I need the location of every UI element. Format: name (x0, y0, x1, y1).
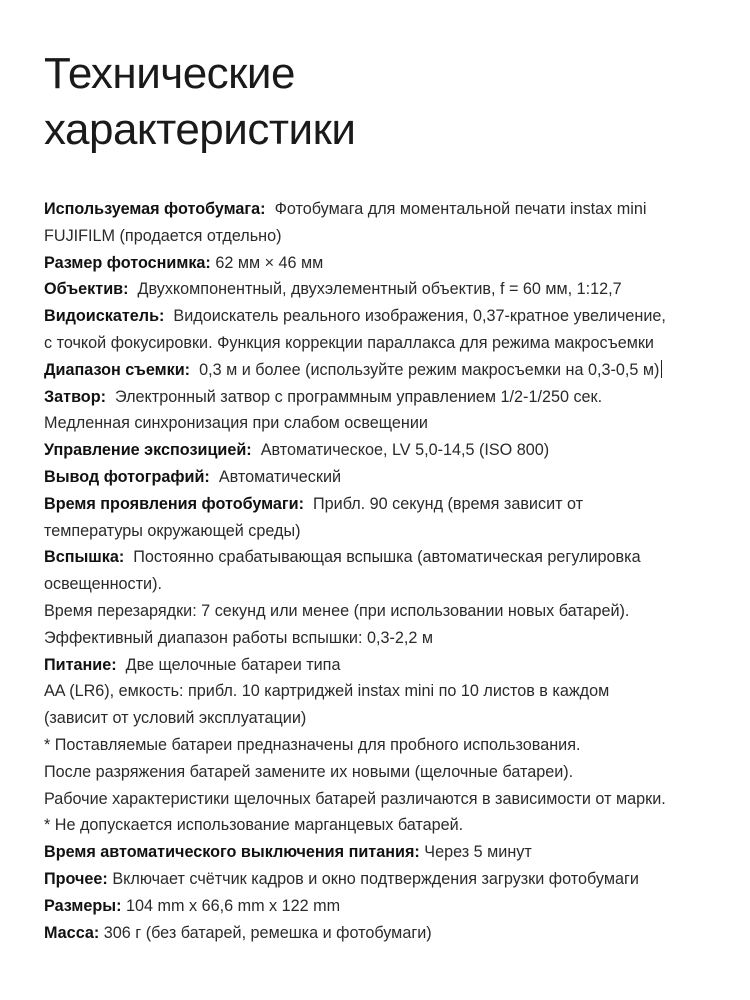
spec-value: Две щелочные батареи типа (125, 655, 341, 674)
spec-line (44, 544, 714, 571)
spec-value: AA (LR6), емкость: прибл. 10 картриджей instax mini по 10 листов в каждом (44, 682, 610, 701)
spec-value: * Поставляемые батареи предназначены для пробного использования. (44, 735, 581, 754)
spec-label: Используемая фотобумага: (44, 200, 266, 218)
spec-value: FUJIFILM (продается отдельно) (44, 226, 282, 245)
page-title (44, 46, 714, 158)
spec-value: Электронный затвор с программным управлением 1/2-1/250 сек. (114, 387, 603, 406)
spec-line (44, 839, 714, 866)
spec-value: освещенности). (44, 575, 162, 594)
spec-value: Фотобумага для моментальной печати instax mini (274, 200, 647, 218)
spec-value: Прибл. 90 секунд (время зависит от (313, 494, 584, 513)
spec-label: Вывод фотографий: (44, 467, 210, 486)
spec-line (44, 464, 714, 491)
spec-line (44, 384, 714, 411)
spec-line (44, 330, 714, 357)
spec-line (44, 732, 714, 759)
spec-label: Масса: (44, 923, 100, 942)
spec-line (44, 759, 714, 786)
spec-label: Время автоматического выключения питания: (44, 843, 420, 862)
spec-line (44, 223, 714, 250)
spec-value: Включает счётчик кадров и окно подтверждения загрузки фотобумаги (112, 869, 639, 888)
spec-line (44, 893, 714, 920)
spec-line (44, 357, 714, 384)
spec-line (44, 866, 714, 893)
spec-value: с точкой фокусировки. Функция коррекции параллакса для режима макросъемки (44, 333, 654, 352)
spec-value: Постоянно срабатывающая вспышка (автоматическая регулировка (133, 548, 641, 567)
spec-label: Прочее: (44, 869, 108, 888)
spec-line (44, 571, 714, 598)
spec-label: Затвор: (44, 387, 106, 406)
spec-value: После разряжения батарей замените их новыми (щелочные батареи). (44, 762, 574, 781)
spec-value: (зависит от условий эксплуатации) (44, 709, 307, 728)
spec-line (44, 276, 714, 303)
spec-line (44, 652, 714, 679)
page-title-line-1: Технические (44, 49, 295, 98)
spec-line (44, 491, 714, 518)
spec-label: Видоискатель: (44, 307, 165, 326)
spec-value: Видоискатель реального изображения, 0,37-кратное увеличение, (173, 307, 666, 326)
spec-line (44, 625, 714, 652)
spec-value: Время перезарядки: 7 секунд или менее (при использовании новых батарей). (44, 601, 630, 620)
spec-line (44, 705, 714, 732)
spec-label: Размеры: (44, 896, 122, 915)
spec-value: Медленная синхронизация при слабом освещении (44, 414, 428, 433)
page-title-line-2: характеристики (44, 105, 356, 154)
spec-label: Время проявления фотобумаги: (44, 494, 305, 513)
spec-label: Управление экспозицией: (44, 441, 252, 460)
spec-line (44, 678, 714, 705)
spec-line (44, 196, 714, 223)
spec-value: 0,3 м и более (используйте режим макросъемки на 0,3-0,5 м) (199, 360, 660, 379)
spec-label: Диапазон съемки: (44, 360, 191, 379)
text-cursor (661, 360, 662, 378)
spec-line (44, 598, 714, 625)
spec-list (44, 196, 714, 946)
spec-value: 104 mm x 66,6 mm x 122 mm (126, 896, 341, 915)
spec-line (44, 303, 714, 330)
spec-value: Эффективный диапазон работы вспышки: 0,3-2,2 м (44, 628, 433, 647)
spec-line (44, 812, 714, 839)
spec-line (44, 518, 714, 545)
spec-line (44, 250, 714, 277)
spec-value: 62 мм × 46 мм (215, 253, 324, 272)
spec-line (44, 410, 714, 437)
spec-value: Автоматическое, LV 5,0-14,5 (ISO 800) (260, 441, 550, 460)
spec-line (44, 920, 714, 947)
spec-label: Питание: (44, 655, 117, 674)
spec-value: 306 г (без батарей, ремешка и фотобумаги) (103, 923, 432, 942)
spec-value: Автоматический (218, 467, 342, 486)
spec-label: Объектив: (44, 280, 129, 299)
spec-label: Вспышка: (44, 548, 125, 567)
spec-value: Через 5 минут (424, 843, 532, 862)
spec-value: * Не допускается использование марганцевых батарей. (44, 816, 464, 835)
spec-line (44, 786, 714, 813)
spec-label: Размер фотоснимка: (44, 253, 211, 272)
spec-line (44, 437, 714, 464)
spec-value: Двухкомпонентный, двухэлементный объектив, f = 60 мм, 1:12,7 (137, 280, 622, 299)
spec-value: температуры окружающей среды) (44, 521, 301, 540)
spec-value: Рабочие характеристики щелочных батарей различаются в зависимости от марки. (44, 789, 666, 808)
